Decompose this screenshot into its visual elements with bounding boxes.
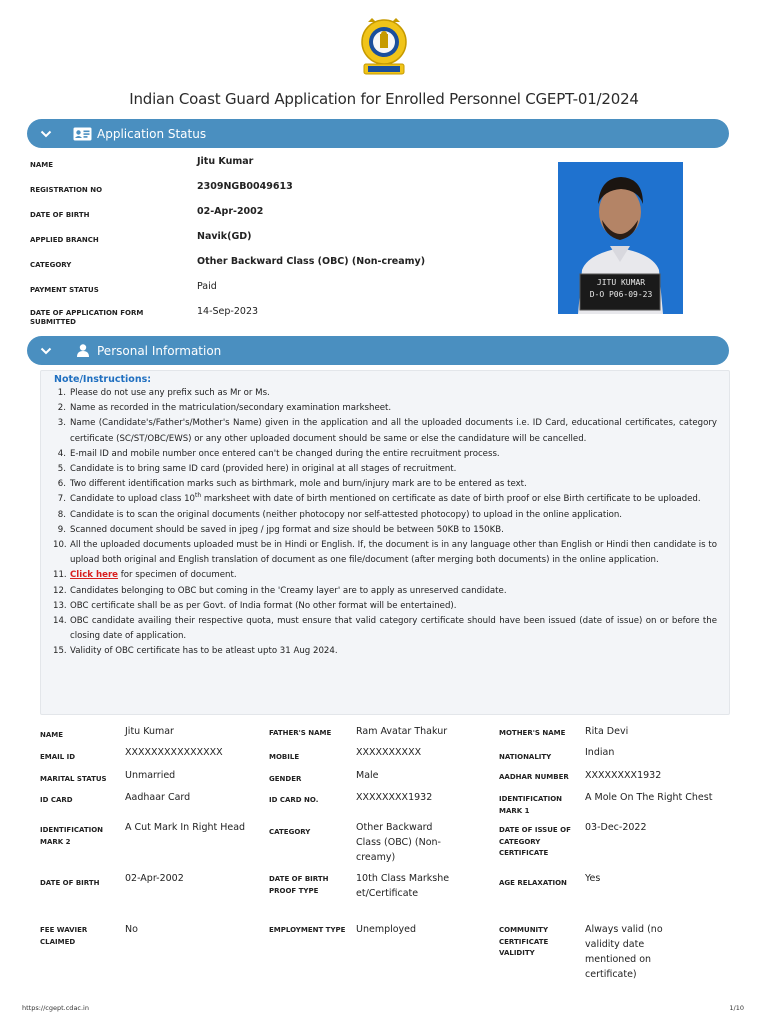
detail-email-label: EMAIL ID (40, 753, 76, 761)
instruction-item: 1. Please do not use any prefix such as Mr or Ms. (57, 388, 270, 398)
detail-employment-value: Unemployed (356, 924, 417, 935)
instruction-item: 6. Two different identification marks such as birthmark, mole and burn/injury mark are to be entered as text. (57, 479, 527, 490)
chevron-down-icon[interactable] (29, 336, 63, 365)
detail-aadhar-value: XXXXXXXX1932 (585, 770, 662, 781)
detail-idcard-value: Aadhaar Card (125, 792, 191, 803)
detail-nationality-label: NATIONALITY (499, 753, 552, 761)
user-icon (77, 343, 93, 359)
status-submitted-value: 14-Sep-2023 (197, 306, 259, 317)
instruction-item: 4. E-mail ID and mobile number once entered can't be changed during the entire recruitment process. (57, 448, 500, 459)
detail-fee-waiver-label: FEE WAVIER CLAIMED (40, 926, 88, 946)
status-dob-value: 02-Apr-2002 (197, 206, 264, 217)
instruction-item: 12. Candidates belonging to OBC but coming in the 'Creamy layer' are to apply as unreserved candidate. (53, 585, 507, 596)
detail-dob-proof-label: DATE OF BIRTH PROOF TYPE (269, 875, 329, 895)
status-category-label: CATEGORY (30, 261, 72, 269)
detail-name-label: NAME (40, 731, 64, 739)
status-payment-value: Paid (197, 281, 217, 292)
detail-father-value: Ram Avatar Thakur (356, 726, 448, 737)
detail-age-relax-value: Yes (585, 873, 601, 884)
instruction-item: 8. Candidate is to scan the original documents (neither photocopy nor self-attested photocopy) to upload in the online application. (57, 509, 623, 520)
slate-date-text: D-O P06-09-23 (589, 290, 653, 299)
personal-information-title: Personal Information (97, 343, 222, 358)
status-name-value: Jitu Kumar (197, 156, 254, 167)
chevron-down-icon[interactable] (29, 119, 63, 148)
detail-idmark1-value: A Mole On The Right Chest (585, 792, 713, 803)
instruction-item: 9. Scanned document should be saved in jpeg / jpg format and size should be between 50KB to 150KB. (57, 524, 504, 535)
footer-url: https://cgept.cdac.in (22, 1004, 89, 1012)
detail-mobile-label: MOBILE (269, 753, 300, 761)
candidate-photo (558, 162, 683, 314)
detail-email-value: XXXXXXXXXXXXXXX (125, 747, 223, 758)
detail-dob-label: DATE OF BIRTH (40, 879, 100, 887)
detail-age-relax-label: AGE RELAXATION (499, 879, 567, 887)
detail-gender-value: Male (356, 770, 379, 781)
status-name-label: NAME (30, 161, 54, 169)
detail-cert-issue-label: DATE OF ISSUE OF CATEGORY CERTIFICATE (499, 826, 571, 857)
instruction-item: 15. Validity of OBC certificate has to be atleast upto 31 Aug 2024. (53, 646, 338, 657)
detail-marital-value: Unmarried (125, 770, 176, 781)
detail-nationality-value: Indian (585, 747, 615, 758)
instruction-item: 5. Candidate is to bring same ID card (provided here) in original at all stages of recruitment. (57, 464, 457, 475)
detail-father-label: FATHER'S NAME (269, 729, 332, 737)
detail-category-value: Other Backward Class (OBC) (Non-creamy) (356, 822, 441, 863)
detail-idcard-label: ID CARD (40, 796, 73, 804)
detail-idcardno-value: XXXXXXXX1932 (356, 792, 433, 803)
status-registration-value: 2309NGB0049613 (197, 181, 293, 192)
instruction-item: 7. Candidate to upload class 10th marksheet with date of birth mentioned on certificate as date of birth proof or else Birth certificate to be uploaded. (57, 492, 701, 505)
detail-name-value: Jitu Kumar (125, 726, 174, 737)
specimen-document-link[interactable]: Click here (70, 570, 119, 581)
coast-guard-emblem-icon (356, 14, 412, 78)
instructions-list (53, 386, 717, 660)
detail-dob-value: 02-Apr-2002 (125, 873, 184, 884)
detail-mother-label: MOTHER'S NAME (499, 729, 566, 737)
status-category-value: Other Backward Class (OBC) (Non-creamy) (197, 256, 426, 267)
detail-idmark1-label: IDENTIFICATION MARK 1 (499, 795, 563, 815)
detail-idmark2-value: A Cut Mark In Right Head (125, 822, 246, 833)
instructions-panel (40, 370, 730, 715)
detail-category-label: CATEGORY (269, 828, 311, 836)
instruction-item: 14. OBC candidate availing their respective quota, must ensure that valid category certificate should have been issued (date of issue) on or before the closing date of application. (53, 616, 717, 642)
detail-idmark2-label: IDENTIFICATION MARK 2 (40, 826, 104, 846)
application-status-section-header[interactable] (27, 119, 729, 148)
detail-marital-label: MARITAL STATUS (40, 775, 107, 783)
instruction-item: 2. Name as recorded in the matriculation/secondary examination marksheet. (57, 403, 392, 414)
instruction-item: 13. OBC certificate shall be as per Govt. of India format (No other format will be entertained). (53, 600, 457, 611)
detail-employment-label: EMPLOYMENT TYPE (269, 926, 346, 934)
instruction-item: 10. All the uploaded documents uploaded must be in Hindi or English. If, the document is in any language other than English or Hindi then candidate is to upload both original and English translation of document as one file/document (after merging both documents) in the online application. (53, 540, 717, 566)
status-registration-label: REGISTRATION NO (30, 186, 103, 194)
status-submitted-label: DATE OF APPLICATION FORM SUBMITTED (30, 309, 144, 326)
status-branch-value: Navik(GD) (197, 231, 252, 242)
detail-dob-proof-value: 10th Class Marksheet/Certificate (356, 873, 450, 899)
detail-aadhar-label: AADHAR NUMBER (499, 773, 569, 781)
detail-community-validity-label: COMMUNITY CERTIFICATE VALIDITY (499, 926, 549, 957)
detail-fee-waiver-value: No (125, 924, 138, 935)
notes-title: Note/Instructions: (54, 374, 152, 385)
status-payment-label: PAYMENT STATUS (30, 286, 99, 294)
detail-gender-label: GENDER (269, 775, 302, 783)
detail-mobile-value: XXXXXXXXXX (356, 747, 422, 758)
detail-community-validity-value: Always valid (no validity date mentioned on certificate) (585, 924, 663, 980)
detail-idcardno-label: ID CARD NO. (269, 796, 319, 804)
footer-page-number: 1/10 (729, 1004, 744, 1012)
page-title: Indian Coast Guard Application for Enrolled Personnel CGEPT-01/2024 (129, 90, 639, 108)
status-branch-label: APPLIED BRANCH (30, 236, 99, 244)
application-status-title: Application Status (97, 126, 207, 141)
id-card-icon (73, 126, 93, 142)
detail-mother-value: Rita Devi (585, 726, 629, 737)
slate-name-text: JITU KUMAR (596, 278, 646, 287)
status-dob-label: DATE OF BIRTH (30, 211, 90, 219)
instruction-item: 3. Name (Candidate's/Father's/Mother's Name) given in the application and all the uploaded documents i.e. ID Card, educational certificates, category certificate (SC/ST/OBC/EWS) or any other uploaded document should be same or else the candidature will be cancelled. (57, 418, 717, 444)
instruction-item: 11. Click here for specimen of document. (53, 570, 237, 581)
detail-cert-issue-value: 03-Dec-2022 (585, 822, 647, 833)
personal-information-section-header[interactable] (27, 336, 729, 365)
